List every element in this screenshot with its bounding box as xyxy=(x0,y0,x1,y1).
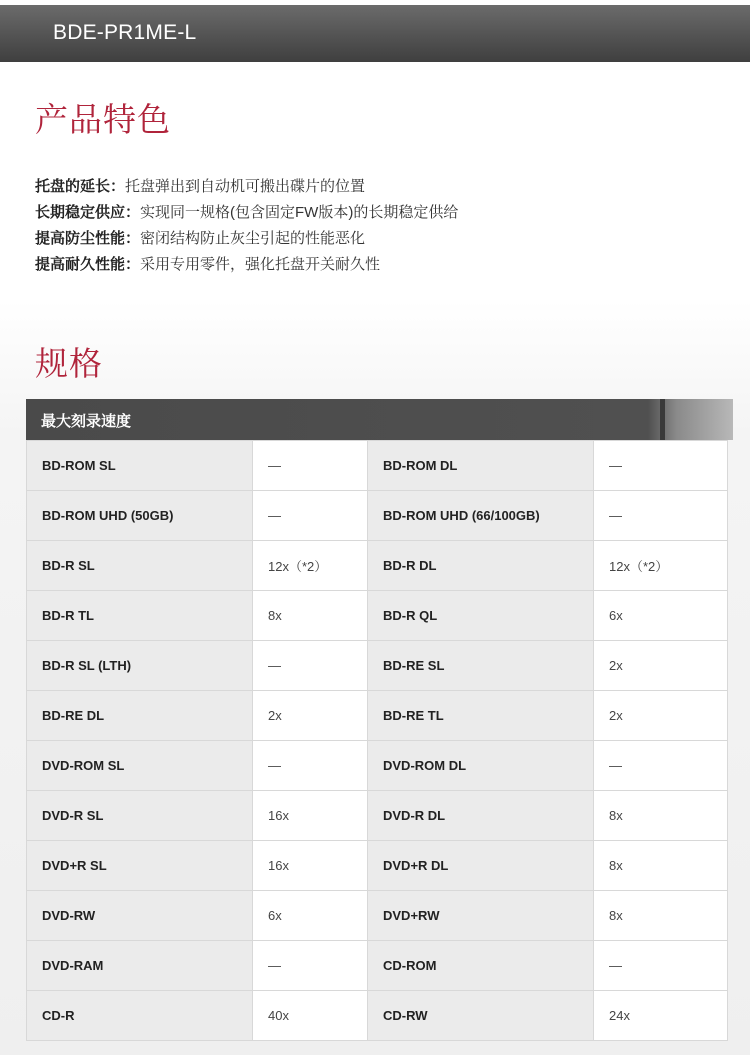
format-name-cell: CD-RW xyxy=(368,991,594,1041)
speed-value-cell: 12x（*2） xyxy=(594,541,728,591)
speed-value-cell: 8x xyxy=(594,791,728,841)
format-name-cell: BD-RE DL xyxy=(27,691,253,741)
table-row xyxy=(27,591,728,641)
speed-value-cell: — xyxy=(253,491,368,541)
format-name-cell: CD-R xyxy=(27,991,253,1041)
format-name-cell: CD-ROM xyxy=(368,941,594,991)
speed-value-cell: 6x xyxy=(253,891,368,941)
title-bar xyxy=(0,5,750,62)
header-divider xyxy=(660,399,665,440)
speed-value-cell: — xyxy=(594,941,728,991)
speed-value-cell: 2x xyxy=(594,641,728,691)
format-name-cell: BD-R QL xyxy=(368,591,594,641)
feature-item xyxy=(35,252,715,278)
format-name-cell: BD-R SL xyxy=(27,541,253,591)
format-name-cell: DVD-RW xyxy=(27,891,253,941)
speed-value-cell: 16x xyxy=(253,841,368,891)
feature-desc: 采用专用零件，强化托盘开关耐久性 xyxy=(140,256,381,273)
feature-item xyxy=(35,200,715,226)
speed-value-cell: — xyxy=(594,741,728,791)
format-name-cell: BD-ROM DL xyxy=(368,441,594,491)
table-row xyxy=(27,841,728,891)
feature-term: 提高防尘性能： xyxy=(35,230,141,247)
table-row xyxy=(27,891,728,941)
speed-value-cell: — xyxy=(594,491,728,541)
speed-value-cell: 24x xyxy=(594,991,728,1041)
speed-value-cell: 2x xyxy=(253,691,368,741)
write-speed-table xyxy=(26,440,728,1041)
format-name-cell: DVD+RW xyxy=(368,891,594,941)
format-name-cell: BD-R SL (LTH) xyxy=(27,641,253,691)
spec-table-title: 最大刻录速度 xyxy=(41,413,132,430)
feature-desc: 密闭结构防止灰尘引起的性能恶化 xyxy=(140,230,366,247)
format-name-cell: DVD+R DL xyxy=(368,841,594,891)
feature-desc: 托盘弹出到自动机可搬出碟片的位置 xyxy=(125,178,366,195)
feature-item xyxy=(35,226,715,252)
specs-heading: 规格 xyxy=(35,345,103,382)
speed-value-cell: — xyxy=(253,941,368,991)
speed-value-cell: — xyxy=(253,641,368,691)
speed-value-cell: 12x（*2） xyxy=(253,541,368,591)
table-row xyxy=(27,791,728,841)
product-model: BDE-PR1ME-L xyxy=(53,21,197,44)
spec-table-header xyxy=(26,399,733,440)
feature-term: 提高耐久性能： xyxy=(35,256,141,273)
format-name-cell: DVD+R SL xyxy=(27,841,253,891)
format-name-cell: BD-ROM SL xyxy=(27,441,253,491)
feature-desc: 实现同一规格(包含固定FW版本)的长期稳定供给 xyxy=(140,204,459,221)
speed-value-cell: 8x xyxy=(253,591,368,641)
spec-table-body xyxy=(27,441,728,1041)
table-row xyxy=(27,941,728,991)
format-name-cell: DVD-ROM DL xyxy=(368,741,594,791)
format-name-cell: BD-ROM UHD (50GB) xyxy=(27,491,253,541)
feature-list xyxy=(35,174,715,278)
table-row xyxy=(27,541,728,591)
speed-value-cell: 8x xyxy=(594,891,728,941)
speed-value-cell: — xyxy=(253,741,368,791)
feature-term: 托盘的延长： xyxy=(35,178,126,195)
table-row xyxy=(27,441,728,491)
format-name-cell: DVD-ROM SL xyxy=(27,741,253,791)
feature-item xyxy=(35,174,715,200)
speed-value-cell: — xyxy=(253,441,368,491)
speed-value-cell: 16x xyxy=(253,791,368,841)
table-row xyxy=(27,491,728,541)
features-heading: 产品特色 xyxy=(35,101,171,138)
speed-value-cell: 2x xyxy=(594,691,728,741)
format-name-cell: BD-RE TL xyxy=(368,691,594,741)
format-name-cell: BD-R TL xyxy=(27,591,253,641)
format-name-cell: BD-ROM UHD (66/100GB) xyxy=(368,491,594,541)
format-name-cell: BD-RE SL xyxy=(368,641,594,691)
format-name-cell: BD-R DL xyxy=(368,541,594,591)
table-row xyxy=(27,741,728,791)
table-row xyxy=(27,641,728,691)
table-row xyxy=(27,991,728,1041)
table-row xyxy=(27,691,728,741)
format-name-cell: DVD-R SL xyxy=(27,791,253,841)
speed-value-cell: 6x xyxy=(594,591,728,641)
feature-term: 长期稳定供应： xyxy=(35,204,141,221)
speed-value-cell: 40x xyxy=(253,991,368,1041)
speed-value-cell: 8x xyxy=(594,841,728,891)
format-name-cell: DVD-R DL xyxy=(368,791,594,841)
speed-value-cell: — xyxy=(594,441,728,491)
format-name-cell: DVD-RAM xyxy=(27,941,253,991)
